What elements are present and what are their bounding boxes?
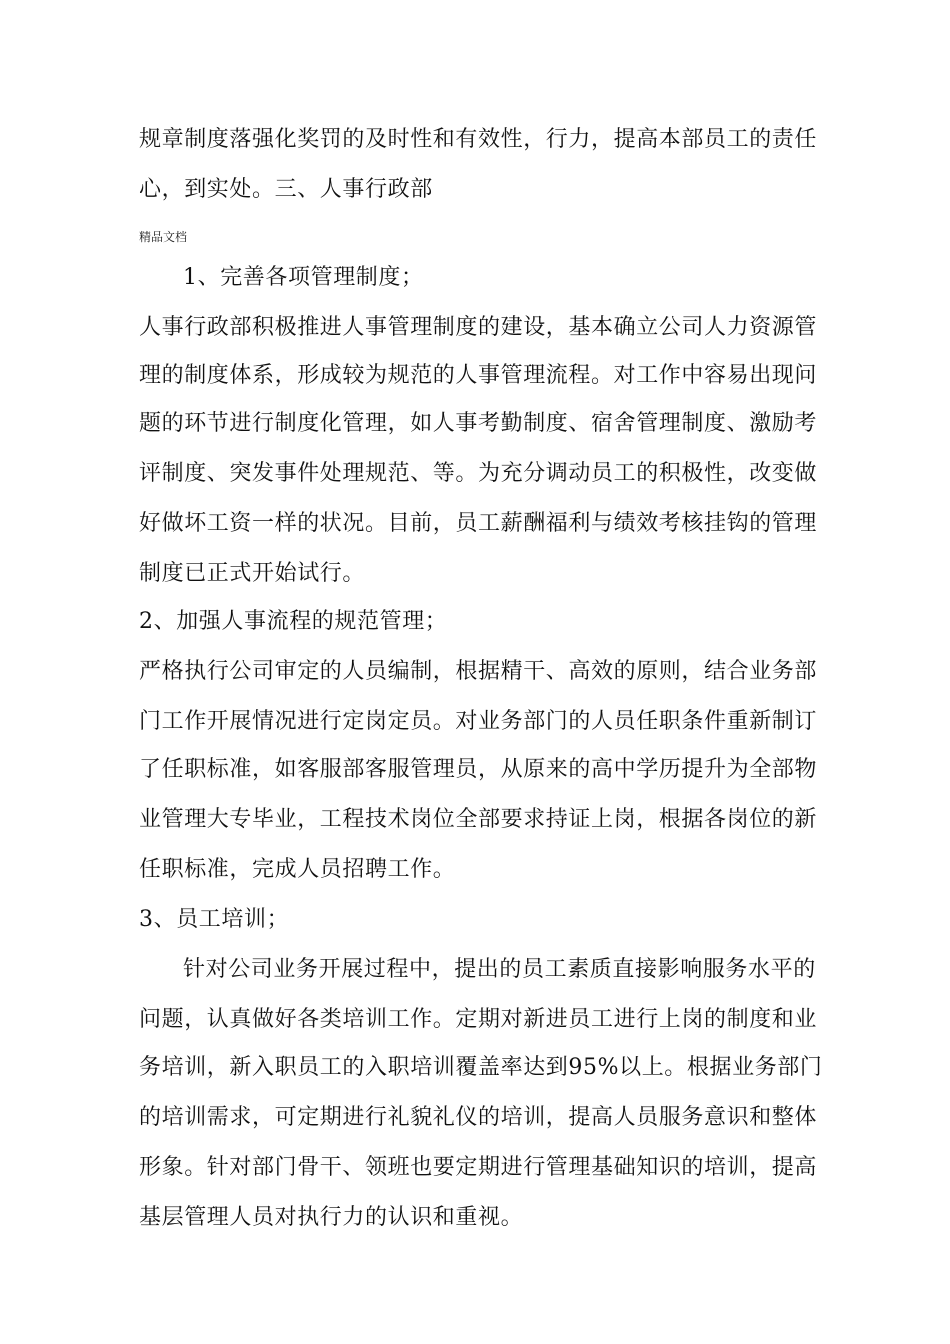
watermark-label: 精品文档	[139, 230, 188, 244]
body-text-line: 任职标准，完成人员招聘工作。	[139, 857, 456, 882]
body-text-line: 的培训需求，可定期进行礼貌礼仪的培训，提高人员服务意识和整体	[139, 1105, 818, 1130]
body-text-line: 题的环节进行制度化管理，如人事考勤制度、宿舍管理制度、激励考	[139, 411, 818, 436]
body-text-line: 形象。针对部门骨干、领班也要定期进行管理基础知识的培训，提高	[139, 1155, 818, 1180]
body-text-line: 人事行政部积极推进人事管理制度的建设，基本确立公司人力资源管	[139, 315, 818, 340]
body-text-line: 严格执行公司审定的人员编制，根据精干、高效的原则，结合业务部	[139, 659, 818, 684]
body-text-line: 制度已正式开始试行。	[139, 561, 366, 586]
section-heading: 3、员工培训；	[139, 907, 290, 932]
body-text-line: 业管理大专毕业，工程技术岗位全部要求持证上岗，根据各岗位的新	[139, 807, 818, 832]
body-text-line: 好做坏工资一样的状况。目前，员工薪酬福利与绩效考核挂钩的管理	[139, 511, 818, 536]
body-text-line: 理的制度体系，形成较为规范的人事管理流程。对工作中容易出现问	[139, 363, 818, 388]
section-heading: 1、完善各项管理制度；	[183, 265, 424, 290]
body-text-line: 门工作开展情况进行定岗定员。对业务部门的人员任职条件重新制订	[139, 709, 818, 734]
body-text-line: 了任职标准，如客服部客服管理员，从原来的高中学历提升为全部物	[139, 757, 818, 782]
section-heading: 2、加强人事流程的规范管理；	[139, 609, 448, 634]
body-text-line: 规章制度落强化奖罚的及时性和有效性，行力，提高本部员工的责任	[139, 127, 818, 152]
body-text-line: 心，到实处。三、人事行政部	[139, 177, 433, 202]
body-text-line: 问题，认真做好各类培训工作。定期对新进员工进行上岗的制度和业	[139, 1007, 818, 1032]
body-text-line: 针对公司业务开展过程中，提出的员工素质直接影响服务水平的	[183, 957, 816, 982]
body-text-line: 评制度、突发事件处理规范、等。为充分调动员工的积极性，改变做	[139, 461, 818, 486]
body-text-line: 务培训，新入职员工的入职培训覆盖率达到95%以上。根据业务部门	[139, 1055, 823, 1080]
body-text-line: 基层管理人员对执行力的认识和重视。	[139, 1205, 524, 1230]
